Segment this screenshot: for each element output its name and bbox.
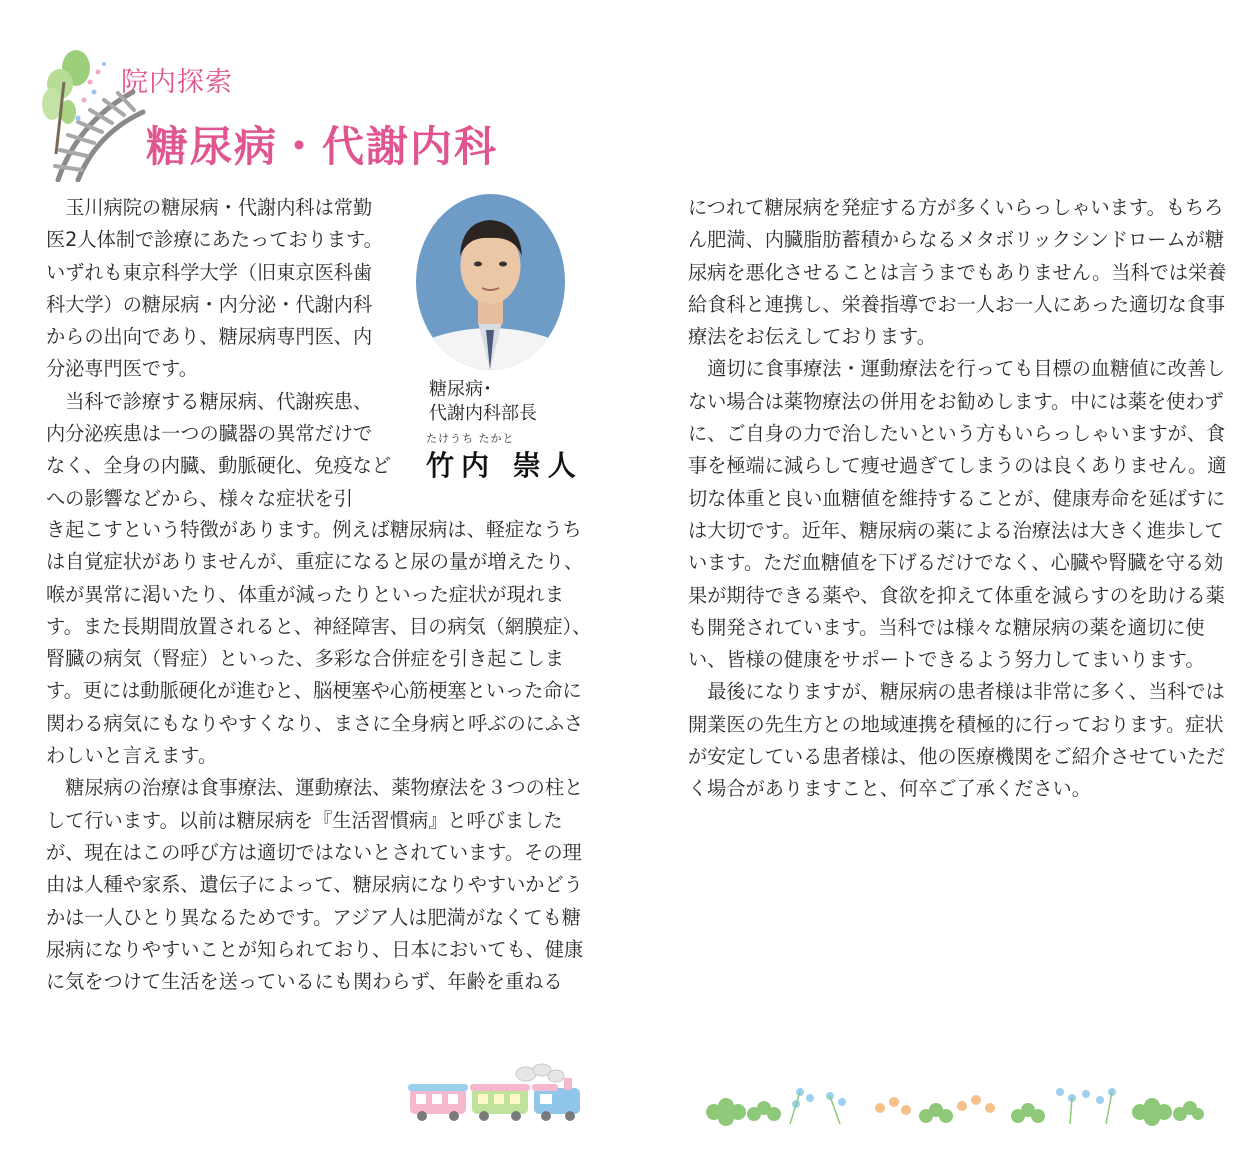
page-title: 糖尿病・代謝内科 xyxy=(146,122,499,171)
article-left-top xyxy=(46,192,391,515)
paragraph: 最後になりますが、糖尿病の患者様は非常に多く、当科では開業医の先生方との地域連携を積極的に行っております。症状が安定している患者様は、他の医療機関をご紹介させていただく場合がありますこと、何卒ご了承ください。 xyxy=(688,680,1226,801)
paragraph: 当科で診療する糖尿病、代謝疾患、内分泌疾患は一つの臓器の異常だけでなく、全身の内臓、動脈硬化、免疫などへの影響などから、様々な症状を引 xyxy=(46,389,391,510)
paragraph: 玉川病院の糖尿病・代謝内科は常勤医2人体制で診療にあたっております。いずれも東京科学大学（旧東京医科歯科大学）の糖尿病・内分泌・代謝内科からの出向であり、糖尿病専門医、内分泌専門医です。 xyxy=(46,196,383,381)
paragraph: につれて糖尿病を発症する方が多くいらっしゃいます。もちろん肥満、内臓脂肪蓄積からなるメタボリックシンドロームが糖尿病を悪化させることは言うまでもありません。当科では栄養給食科と連携し、栄養指導でお一人お一人にあった適切な食事療法をお伝えしております。 xyxy=(688,196,1227,349)
doctor-role-line: 代謝内科部長 xyxy=(429,403,537,424)
flower-border-icon xyxy=(700,1078,1206,1128)
article-left-bottom xyxy=(46,514,594,998)
doctor-role-line: 糖尿病･ xyxy=(429,379,492,400)
train-icon xyxy=(406,1062,592,1124)
paragraph: き起こすという特徴があります。例えば糖尿病は、軽症なうちは自覚症状がありませんが、重症になると尿の量が増えたり、喉が異常に渇いたり、体重が減ったりといった症状が現れます。また長期間放置されると、神経障害、目の病気（網膜症）、腎臓の病気（腎症）といった、多彩な合併症を引き起こします。更には動脈硬化が進むと、脳梗塞や心筋梗塞といった命に関わる病気にもなりやすくなり、まさに全身病と呼ぶのにふさわしいと言えます。 xyxy=(46,518,592,768)
paragraph: 糖尿病の治療は食事療法、運動療法、薬物療法を３つの柱として行います。以前は糖尿病を『生活習慣病』と呼びましたが、現在はこの呼び方は適切ではないとされています。その理由は人種や家系、遺伝子によって、糖尿病になりやすいかどうかは一人ひとり異なるためです。アジア人は肥満がなくても糖尿病になりやすいことが知られており、日本においても、健康に気をつけて生活を送っているにも関わらず、年齢を重ねる xyxy=(46,776,584,994)
section-label: 院内探索 xyxy=(121,67,233,98)
paragraph: 適切に食事療法・運動療法を行っても目標の血糖値に改善しない場合は薬物療法の併用をお勧めします。中には薬を使わずに、ご自身の力で治したいという方もいらっしゃいますが、食事を極端に減らして痩せ過ぎてしまうのは良くありません。適切な体重と良い血糖値を維持することが、健康寿命を延ばすには大切です。近年、糖尿病の薬による治療法は大きく進歩しています。ただ血糖値を下げるだけでなく、心臓や腎臓を守る効果が期待できる薬や、食欲を抑えて体重を減らすのを助ける薬も開発されています。当科では様々な糖尿病の薬を適切に使い、皆様の健康をサポートできるよう努力してまいります。 xyxy=(688,357,1227,672)
doctor-portrait xyxy=(416,194,565,370)
doctor-name: 竹内 崇人 xyxy=(426,449,583,482)
doctor-name-ruby: たけうち たかと xyxy=(426,432,515,445)
article-right-column xyxy=(688,192,1228,806)
doctor-role xyxy=(429,378,537,426)
